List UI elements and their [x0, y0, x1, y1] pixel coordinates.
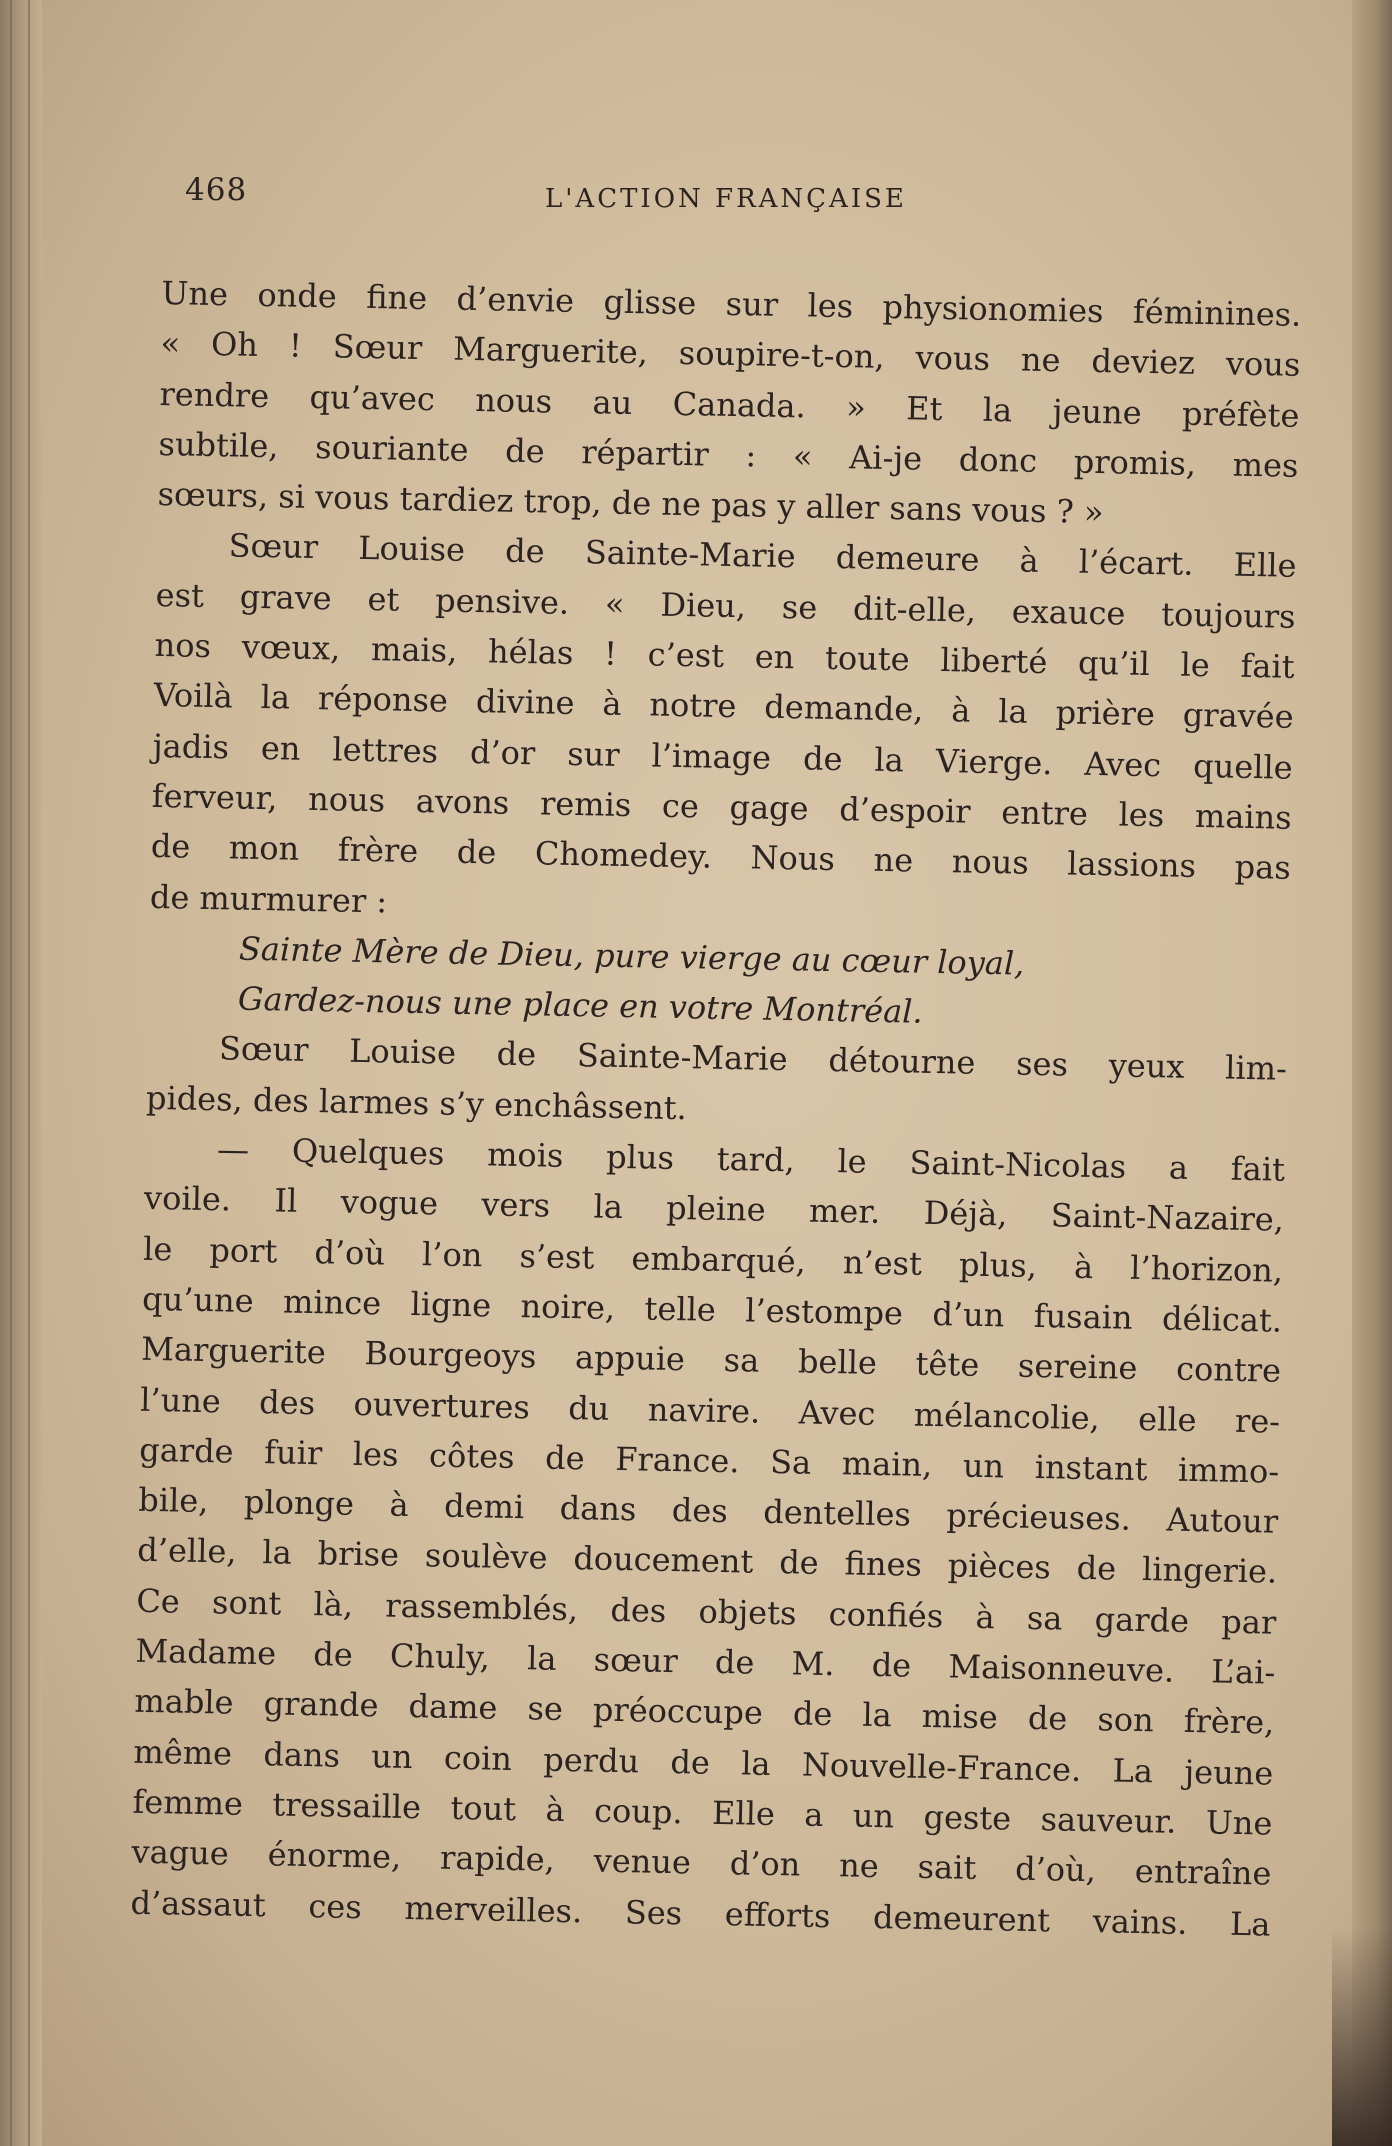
text-line: mable grande dame se préoccupe de la mise de son frère,: [134, 1682, 1275, 1742]
page-right-edge: [1352, 0, 1392, 2146]
text-line: qu’une mince ligne noire, telle l’estompe d’un fusain délicat.: [141, 1279, 1283, 1340]
text-line: — Quelques mois plus tard, le Saint-Nicolas a fait: [216, 1130, 1286, 1189]
text-line: voile. Il vogue vers la pleine mer. Déjà, Saint-Nazaire,: [143, 1179, 1285, 1240]
running-title: L'ACTION FRANÇAISE: [545, 184, 907, 214]
page-corner-shadow: [1332, 1926, 1392, 2146]
text-line: même dans un coin perdu de la Nouvelle-France. La jeune: [133, 1732, 1274, 1793]
body-text: [130, 268, 1302, 1949]
text-line: l’une des ouvertures du navire. Avec mélancolie, elle re-: [139, 1380, 1281, 1441]
page-binding-edge: [0, 0, 42, 2146]
verse-line: Sainte Mère de Dieu, pure vierge au cœur loyal,: [238, 929, 1025, 983]
text-line: Voilà la réponse divine à notre demande, à la prière gravée: [153, 676, 1294, 737]
text-line: d’elle, la brise soulève doucement de fines pièces de lingerie.: [137, 1531, 1278, 1592]
text-line: rendre qu’avec nous au Canada. » Et la jeune préfète: [159, 374, 1300, 435]
text-line: Ce sont là, rassemblés, des objets confiés à sa garde par: [136, 1581, 1277, 1642]
text-line: bile, plonge à demi dans des dentelles précieuses. Autour: [137, 1480, 1279, 1541]
text-line: d’assaut ces merveilles. Ses efforts demeurent vains. La: [130, 1883, 1271, 1944]
text-line: subtile, souriante de répartir : « Ai-je donc promis, mes: [158, 424, 1299, 485]
text-line: Sœur Louise de Sainte-Marie demeure à l’écart. Elle: [228, 526, 1297, 586]
text-line: de mon frère de Chomedey. Nous ne nous lassions pas: [150, 827, 1292, 888]
text-line: garde fuir les côtes de France. Sa main, un instant immo-: [138, 1430, 1280, 1491]
text-line: nos vœux, mais, hélas ! c’est en toute liberté qu’il le fait: [154, 626, 1295, 686]
text-line: de murmurer :: [149, 877, 388, 920]
page-number: 468: [185, 172, 248, 208]
binding-crease: [10, 0, 12, 2146]
text-line: est grave et pensive. « Dieu, se dit-elle, exauce toujours: [155, 575, 1296, 636]
page-header: [185, 172, 1255, 232]
text-line: femme tressaille tout à coup. Elle a un geste sauveur. Une: [132, 1782, 1273, 1843]
text-line: Sœur Louise de Sainte-Marie détourne ses yeux lim-: [218, 1029, 1288, 1089]
binding-crease: [28, 0, 30, 2146]
text-line: Marguerite Bourgeoys appuie sa belle tête sereine contre: [140, 1330, 1282, 1390]
text-line: Une onde fine d’envie glisse sur les physionomies féminines.: [161, 273, 1302, 334]
text-line: « Oh ! Sœur Marguerite, soupire-t-on, vous ne deviez vous: [160, 324, 1301, 385]
text-line: sœurs, si vous tardiez trop, de ne pas y aller sans vous ? »: [157, 475, 1104, 532]
text-line: ferveur, nous avons remis ce gage d’espoir entre les mains: [151, 776, 1293, 837]
text-line: jadis en lettres d’or sur l’image de la Vierge. Avec quelle: [152, 726, 1293, 787]
text-line: Madame de Chuly, la sœur de M. de Maisonneuve. L’ai-: [135, 1631, 1276, 1692]
text-line: pides, des larmes s’y enchâssent.: [145, 1078, 688, 1127]
verse-line: Gardez-nous une place en votre Montréal.: [237, 979, 924, 1031]
text-line: vague énorme, rapide, venue d’on ne sait d’où, entraîne: [131, 1832, 1272, 1893]
text-line: le port d’où l’on s’est embarqué, n’est plus, à l’horizon,: [142, 1229, 1284, 1290]
